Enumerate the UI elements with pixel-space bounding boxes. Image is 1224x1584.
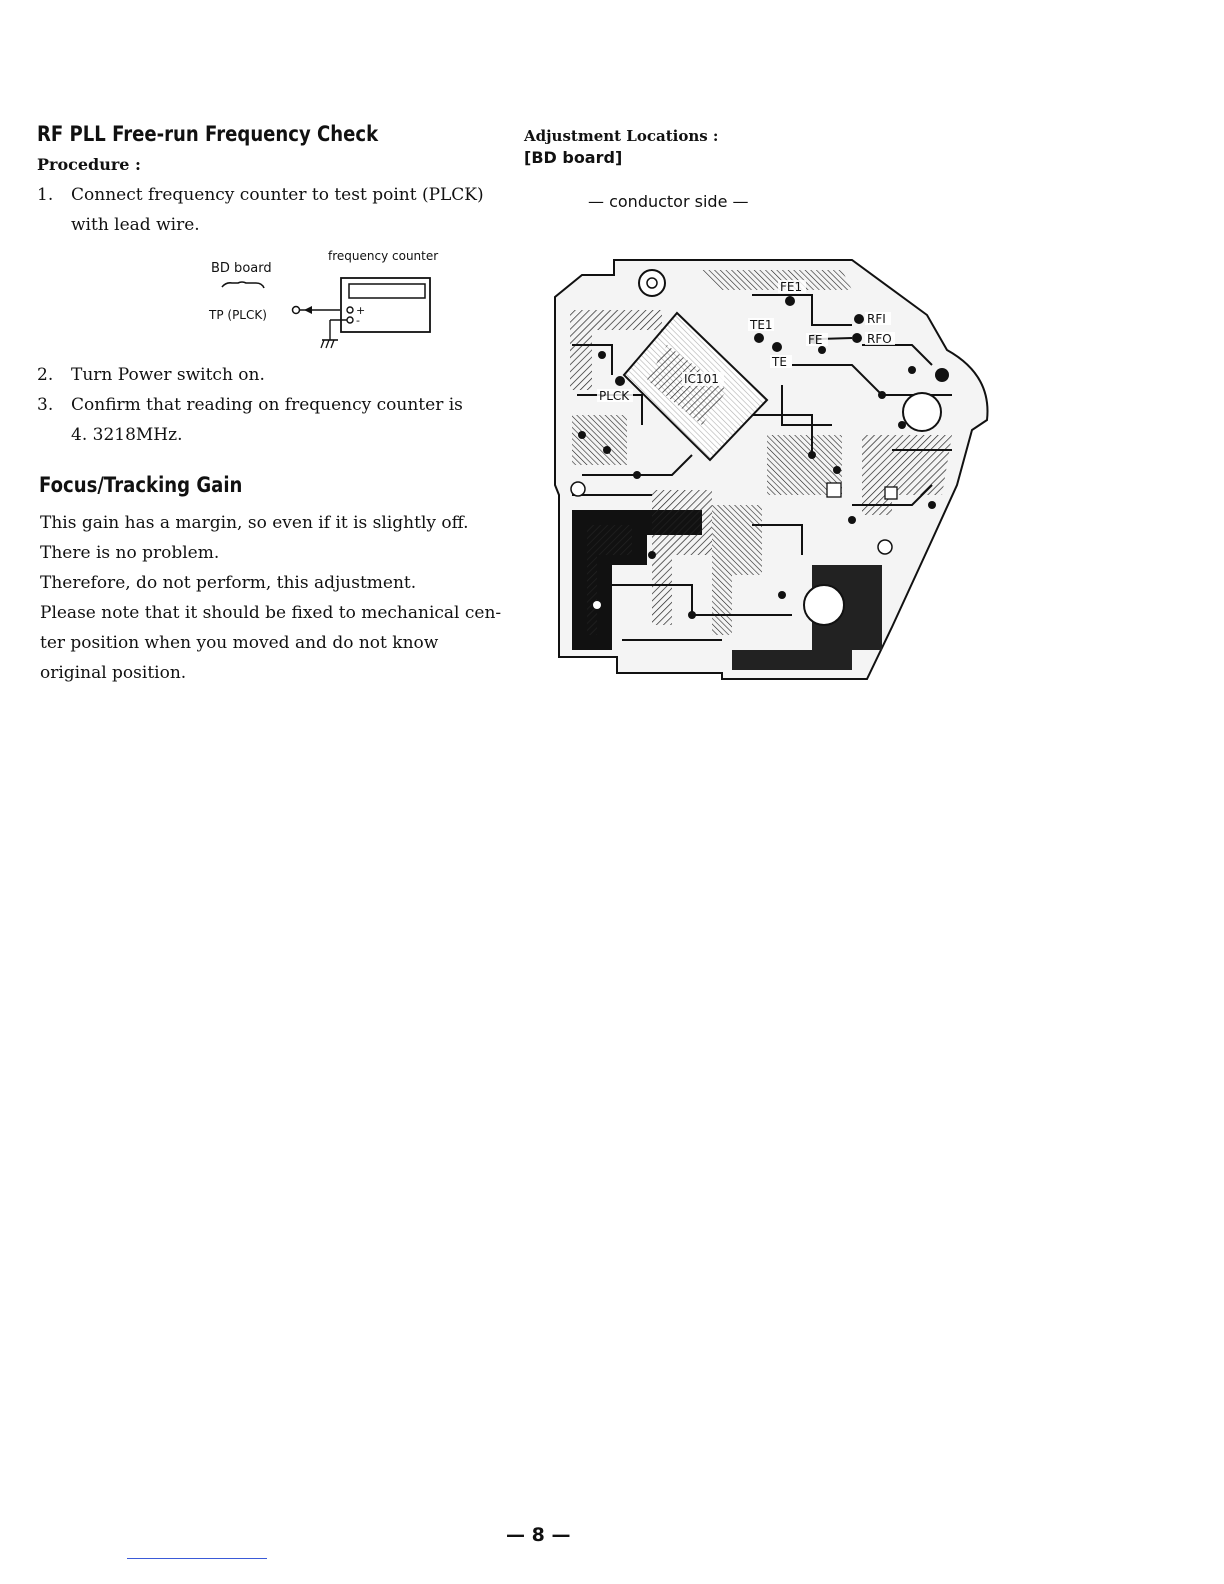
paragraph-line: original position. — [40, 663, 187, 683]
board-bracket — [222, 282, 264, 288]
plus-sign: + — [356, 304, 366, 317]
step-1 — [37, 180, 484, 210]
step-1-line-1: Connect frequency counter to test point (PLCK) — [71, 185, 484, 205]
square-pad — [827, 483, 841, 497]
ground-hatch — [321, 340, 324, 348]
screw-hole — [571, 482, 585, 496]
ground-hatch — [326, 340, 329, 348]
mounting-hole-large — [903, 393, 941, 431]
conductor-side-label: — conductor side — — [588, 192, 749, 211]
counter-plus-terminal — [347, 307, 353, 313]
test-point-te — [772, 342, 782, 352]
diagram-tp-plck-label: TP (PLCK) — [209, 308, 267, 322]
mounting-hole-inner — [647, 278, 657, 288]
diagram-frequency-counter-label: frequency counter — [328, 249, 439, 263]
paragraph-line: ter position when you moved and do not know — [40, 633, 439, 653]
step-1-number: 1. — [37, 185, 54, 205]
test-point-te1 — [754, 333, 764, 343]
paragraph-line: Therefore, do not perform, this adjustment. — [40, 573, 417, 593]
label-fe: FE — [808, 333, 823, 347]
page-number: — 8 — — [506, 1524, 571, 1546]
adjustment-locations-title: Adjustment Locations : — [524, 127, 719, 145]
board-name: [BD board] — [524, 148, 623, 167]
focus-paragraph — [40, 508, 501, 688]
label-rfi: RFI — [867, 312, 886, 326]
label-ic101: IC101 — [684, 372, 719, 386]
test-point-fe1 — [785, 296, 795, 306]
ground-hatch — [331, 340, 334, 348]
step-1-line-2: with lead wire. — [71, 215, 200, 235]
label-te: TE — [772, 355, 787, 369]
lead-arrow — [304, 306, 312, 314]
section-title-rf-pll: RF PLL Free-run Frequency Check — [37, 122, 379, 146]
connection-diagram — [200, 270, 440, 360]
step-3-line-2: 4. 3218MHz. — [71, 425, 183, 445]
paragraph-line: This gain has a margin, so even if it is slightly off. — [40, 513, 469, 533]
counter-display — [349, 284, 425, 298]
square-pad — [885, 487, 897, 499]
step-3-line-1: Confirm that reading on frequency counter is — [71, 395, 463, 415]
step-3-number: 3. — [37, 395, 54, 415]
minus-sign: - — [356, 314, 360, 327]
bd-board-pcb-diagram — [552, 255, 997, 683]
paragraph-line: There is no problem. — [40, 543, 220, 563]
step-2 — [37, 360, 265, 390]
footer-rule — [127, 1558, 267, 1559]
counter-minus-terminal — [347, 317, 353, 323]
label-rfo: RFO — [867, 332, 892, 346]
label-plck: PLCK — [599, 389, 630, 403]
step-3 — [37, 390, 463, 420]
diagram-bd-board-label: BD board — [211, 261, 272, 276]
step-2-number: 2. — [37, 365, 54, 385]
mounting-hole-bottom — [804, 585, 844, 625]
test-point-rfi — [854, 314, 864, 324]
test-point-rfo — [852, 333, 862, 343]
label-te1: TE1 — [750, 318, 773, 332]
copper-area — [572, 415, 627, 465]
test-point-terminal — [293, 307, 300, 314]
label-fe1: FE1 — [780, 280, 803, 294]
step-2-text: Turn Power switch on. — [71, 365, 265, 385]
copper-area — [702, 270, 852, 290]
section-title-focus-tracking: Focus/Tracking Gain — [39, 473, 243, 497]
test-point-plck — [615, 376, 625, 386]
procedure-label: Procedure : — [37, 155, 141, 174]
screw-hole — [878, 540, 892, 554]
paragraph-line: Please note that it should be fixed to mechanical cen- — [40, 603, 502, 623]
